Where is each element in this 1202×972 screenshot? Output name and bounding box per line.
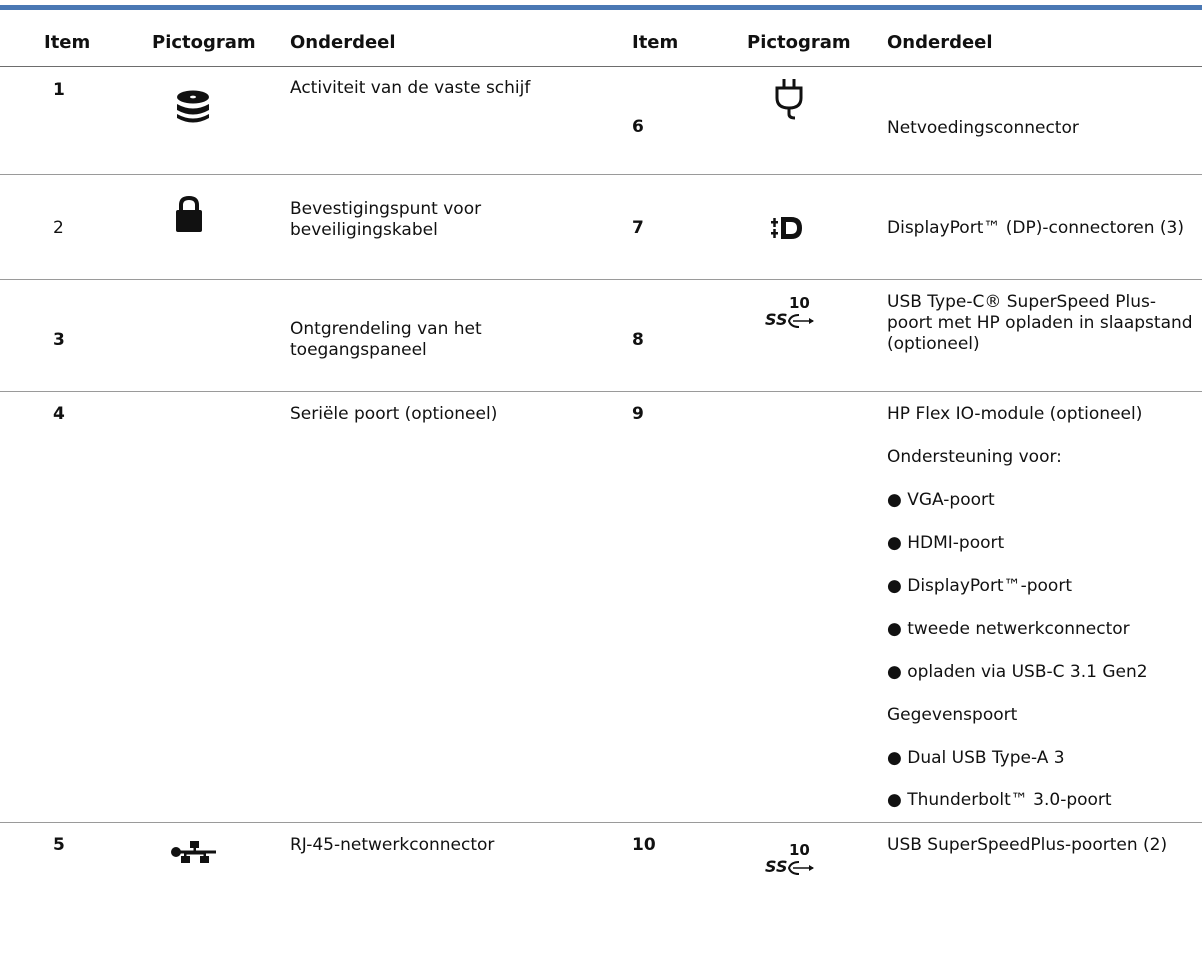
list-item: Ondersteuning voor: [887, 447, 1062, 467]
part-label: USB SuperSpeedPlus-poorten (2) [887, 835, 1168, 855]
usb-speed-label: 10 [789, 841, 810, 859]
item-number: 6 [632, 117, 644, 137]
item-number: 4 [53, 404, 65, 424]
item-number: 10 [632, 835, 656, 855]
list-item: ● tweede netwerkconnector [887, 619, 1130, 639]
support-list-tail [887, 780, 1197, 810]
support-list [887, 392, 1197, 779]
part-label: USB Type-C® SuperSpeed Plus-poort met HP opladen in slaapstand (optioneel) [887, 292, 1193, 354]
hard-drive-activity-icon [175, 89, 211, 129]
list-item: ● Thunderbolt™ 3.0-poort [887, 790, 1112, 810]
item-number: 5 [53, 835, 65, 855]
part-label: Activiteit van de vaste schijf [290, 78, 531, 98]
part-label: HP Flex IO-module (optioneel) [887, 404, 1143, 424]
part-label: Bevestigingspunt voor beveiligingskabel [290, 199, 482, 240]
item-number: 8 [632, 330, 644, 350]
table-header [0, 10, 1202, 65]
usb-superspeed-10-icon [765, 294, 815, 334]
table-row [0, 175, 1202, 279]
item-number: 3 [53, 330, 65, 350]
list-item: ● Dual USB Type-A 3 [887, 748, 1065, 768]
part-label: Netvoedingsconnector [887, 118, 1079, 138]
table-row [0, 392, 1202, 779]
header-pictogram-right: Pictogram [747, 32, 851, 53]
header-part-right: Onderdeel [887, 32, 993, 53]
list-item: Gegevenspoort [887, 705, 1018, 725]
usb-superspeed-10-icon [765, 841, 815, 881]
item-number: 1 [53, 80, 65, 100]
part-label: Ontgrendeling van het toegangspaneel [290, 319, 482, 360]
list-item: ● opladen via USB-C 3.1 Gen2 [887, 662, 1148, 682]
usb-speed-label: 10 [789, 294, 810, 312]
displayport-icon [769, 215, 803, 245]
header-part-left: Onderdeel [290, 32, 396, 53]
part-label: DisplayPort™ (DP)-connectoren (3) [887, 218, 1185, 238]
header-pictogram-left: Pictogram [152, 32, 256, 53]
usb-ss-label: SS [765, 310, 788, 329]
network-icon [170, 839, 218, 869]
table-row [0, 67, 1202, 174]
item-number: 7 [632, 218, 644, 238]
header-item-left: Item [44, 32, 91, 53]
table-row [0, 280, 1202, 391]
list-item: ● VGA-poort [887, 490, 995, 510]
header-item-right: Item [632, 32, 679, 53]
padlock-icon [175, 195, 203, 237]
list-item: ● HDMI-poort [887, 533, 1005, 553]
usb-ss-label: SS [765, 857, 788, 876]
power-plug-icon [775, 77, 803, 125]
item-number: 9 [632, 404, 644, 424]
item-number: 2 [53, 218, 64, 238]
part-label: RJ-45-netwerkconnector [290, 835, 495, 855]
table-row [0, 823, 1202, 963]
part-label: Seriële poort (optioneel) [290, 404, 498, 424]
list-item: ● DisplayPort™-poort [887, 576, 1072, 596]
